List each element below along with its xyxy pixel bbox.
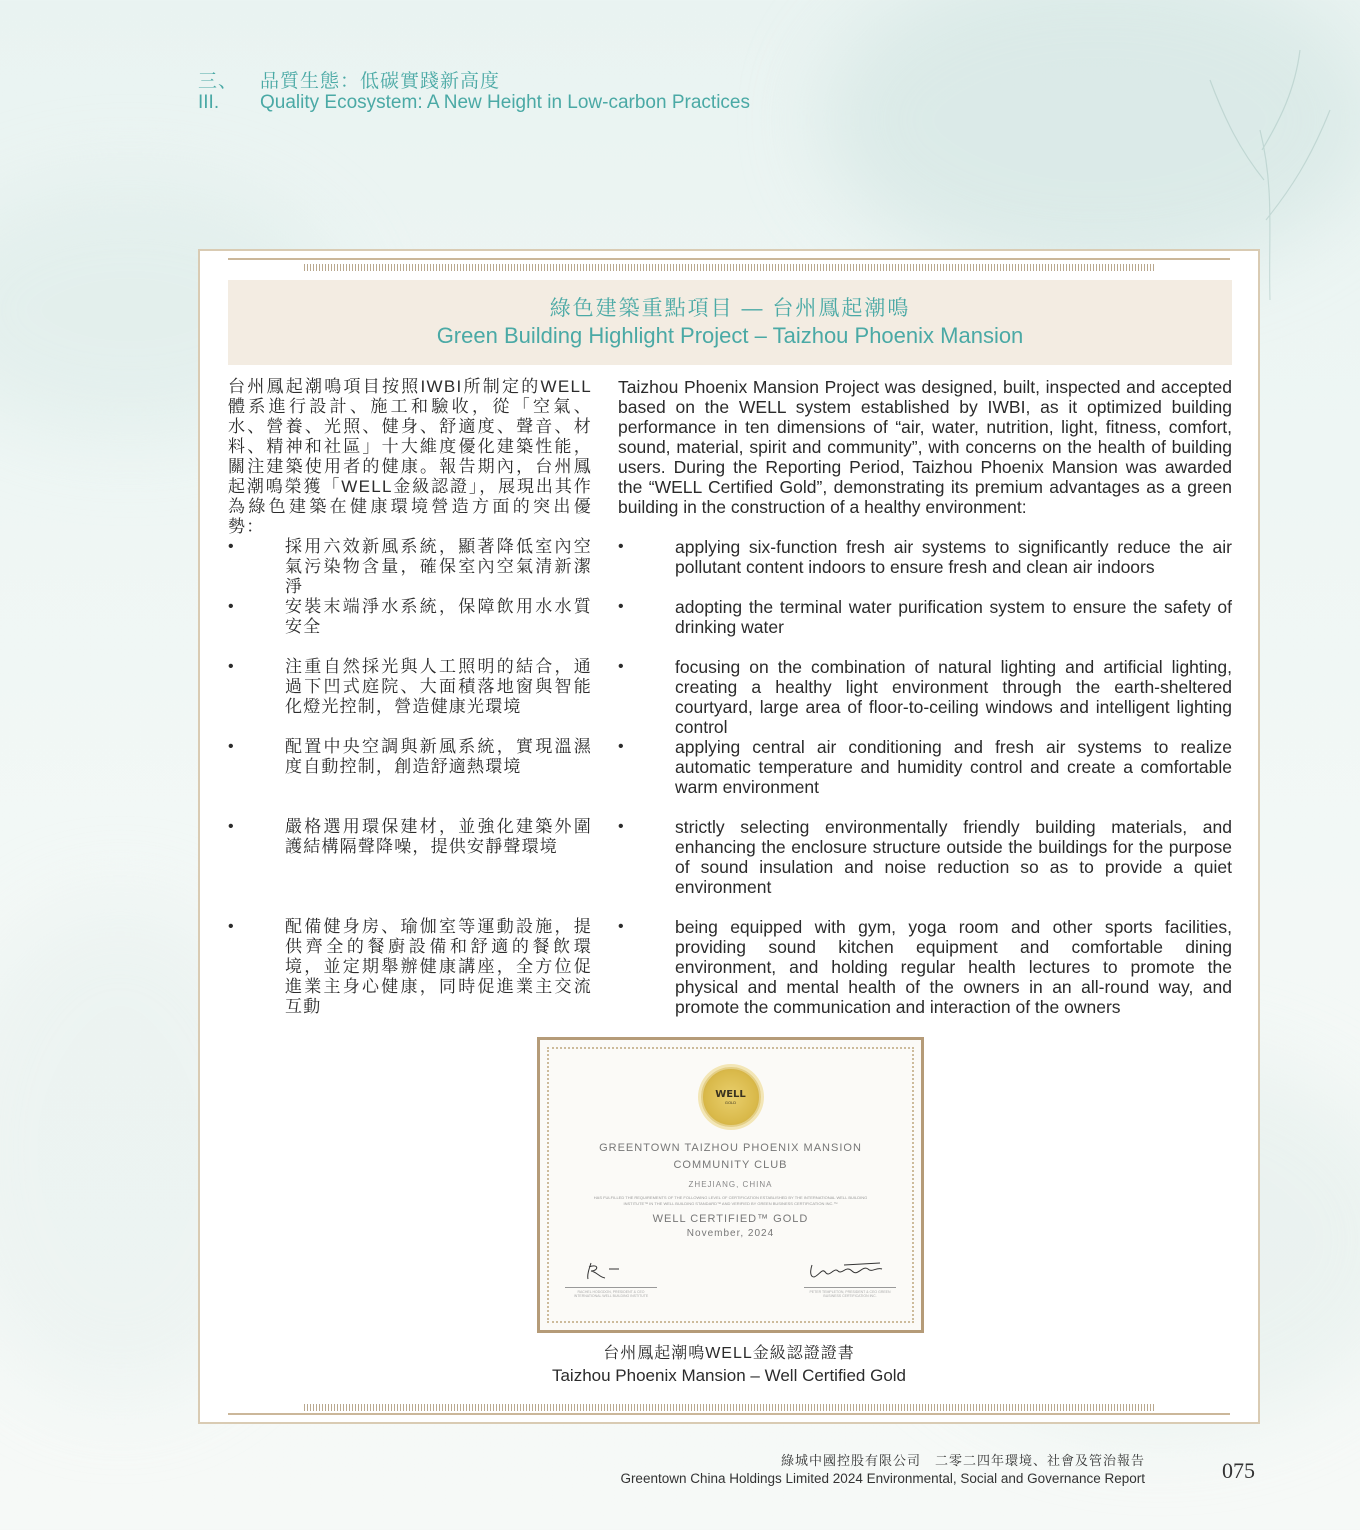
bullet-text-zh: 配置中央空調與新風系統，實現溫濕度自動控制，創造舒適熱環境 <box>285 737 592 776</box>
bullet-dot: • <box>228 818 234 835</box>
list-item <box>228 737 592 777</box>
report-footer <box>620 1452 1145 1488</box>
section-number-en: III. <box>198 92 220 113</box>
list-item <box>618 817 1232 897</box>
bullet-dot: • <box>618 658 624 675</box>
english-column <box>618 377 1232 1017</box>
bullet-text-en: applying central air conditioning and fresh air systems to realize automatic temperature and humidity control and create a comfortable warm environment <box>675 737 1232 797</box>
bullet-dot: • <box>618 818 624 835</box>
list-item <box>228 917 592 1017</box>
bullet-text-en: adopting the terminal water purification system to ensure the safety of drinking water <box>675 597 1232 637</box>
seal-text: WELL <box>715 1089 746 1100</box>
list-item <box>228 817 592 857</box>
signature-right <box>804 1259 896 1298</box>
bullet-text-en: being equipped with gym, yoga room and other sports facilities, providing sound kitchen equipment and comfortable dining environment, and holding regular health lectures to promote the physical and mental health of the owners in an all-round way, and promote the communication and interaction of the owners <box>675 917 1232 1017</box>
seal-subtext: GOLD <box>724 1100 737 1105</box>
signature-scribble-icon <box>804 1259 896 1281</box>
footer-en: Greentown China Holdings Limited 2024 Environmental, Social and Governance Report <box>620 1471 1145 1486</box>
page-number: 075 <box>1222 1458 1255 1483</box>
certificate-location: ZHEJIANG, CHINA <box>688 1180 773 1189</box>
bullet-text-zh: 配備健身房、瑜伽室等運動設施，提供齊全的餐廚設備和舒適的餐飲環境，並定期舉辦健康講座，全方位促進業主身心健康，同時促進業主交流互動 <box>285 917 592 1016</box>
bullet-dot: • <box>618 738 624 755</box>
certificate-org-line1: GREENTOWN TAIZHOU PHOENIX MANSION <box>599 1142 862 1154</box>
bullet-dot: • <box>618 598 624 615</box>
caption-zh: 台州鳳起潮鳴WELL金級認證證書 <box>603 1345 855 1362</box>
bullet-dot: • <box>228 598 234 615</box>
caption-en: Taizhou Phoenix Mansion – Well Certified Gold <box>551 1366 907 1385</box>
bullet-text-en: strictly selecting environmentally friendly building materials, and enhancing the enclosure structure outside the buildings for the purpose of sound insulation and noise reduction so as to provide a quiet environment <box>675 817 1232 897</box>
well-certificate-image <box>537 1037 924 1333</box>
bullet-text-en: focusing on the combination of natural lighting and artificial lighting, creating a healthy light environment through the earth-sheltered courtyard, large area of floor-to-ceiling windows and intelligent lighting control <box>675 657 1232 737</box>
certificate-border <box>547 1047 914 1323</box>
bullet-text-zh: 安裝末端淨水系統，保障飲用水水質安全 <box>285 597 592 636</box>
highlight-title-band <box>228 280 1232 365</box>
signature-left-caption: RACHEL HODGDON, PRESIDENT & CEO INTERNATIONAL WELL BUILDING INSTITUTE <box>573 1290 649 1298</box>
bullet-text-zh: 嚴格選用環保建材，並強化建築外圍護結構隔聲降噪，提供安靜聲環境 <box>285 817 592 856</box>
section-heading <box>198 66 750 118</box>
bullet-dot: • <box>228 538 234 555</box>
certificate-organization <box>549 1140 912 1174</box>
list-item <box>618 917 1232 1017</box>
signature-scribble-icon <box>565 1259 657 1281</box>
list-item <box>618 537 1232 577</box>
list-item <box>228 657 592 717</box>
certificate-fine-print: HAS FULFILLED THE REQUIREMENTS OF THE FOLLOWING LEVEL OF CERTIFICATION ESTABLISHED BY THE INTERNATIONAL WELL BUILDING INSTITUTE™ IN THE WELL BUILDING STANDARD™ AND VERIFIED BY GREEN BUSINESS CERTIFICATION INC.™ <box>593 1195 868 1206</box>
bullet-text-zh: 採用六效新風系統，顯著降低室內空氣污染物含量，確保室內空氣清新潔淨 <box>285 537 592 596</box>
list-item <box>228 537 592 597</box>
footer-zh: 綠城中國控股有限公司 二零二四年環境、社會及管治報告 <box>780 1453 1145 1468</box>
certificate-date: November, 2024 <box>686 1228 775 1239</box>
section-title-zh: 品質生態：低碳實踐新高度 <box>260 71 501 92</box>
intro-paragraph-zh: 台州鳳起潮鳴項目按照IWBI所制定的WELL體系進行設計、施工和驗收，從「空氣、水、營養、光照、健身、舒適度、聲音、材料、精神和社區」十大維度優化建築性能，關注建築使用者的健康。報告期內，台州鳳起潮鳴榮獲「WELL金級認證」，展現出其作為綠色建築在健康環境營造方面的突出優勢： <box>228 377 592 536</box>
highlight-title-zh: 綠色建築重點項目 — 台州鳳起潮鳴 <box>549 297 911 320</box>
well-gold-seal-icon <box>701 1067 761 1127</box>
certificate-level: WELL CERTIFIED™ GOLD <box>652 1213 809 1225</box>
bullet-text-zh: 注重自然採光與人工照明的結合，通過下凹式庭院、大面積落地窗與智能化燈光控制，營造健康光環境 <box>285 657 592 716</box>
bullet-text-en: applying six-function fresh air systems to significantly reduce the air pollutant content indoors to ensure fresh and clean air indoors <box>675 537 1232 577</box>
bullet-dot: • <box>228 918 234 935</box>
certificate-caption <box>200 1343 1258 1387</box>
bullet-dot: • <box>228 738 234 755</box>
decorative-rule-top <box>228 258 1230 270</box>
bullet-dot: • <box>618 918 624 935</box>
list-item <box>228 597 592 637</box>
section-number-zh: 三、 <box>198 71 239 92</box>
list-item <box>618 657 1232 737</box>
chinese-column <box>228 377 592 1016</box>
signature-left <box>565 1259 657 1298</box>
list-item <box>618 597 1232 637</box>
highlight-card <box>198 249 1260 1424</box>
bullet-dot: • <box>618 538 624 555</box>
bullet-dot: • <box>228 658 234 675</box>
certificate-org-line2: COMMUNITY CLUB <box>673 1159 788 1171</box>
signature-right-caption: PETER TEMPLETON, PRESIDENT & CEO GREEN BUSINESS CERTIFICATION INC. <box>809 1290 891 1298</box>
section-title-en: Quality Ecosystem: A New Height in Low-carbon Practices <box>260 92 750 113</box>
intro-paragraph-en: Taizhou Phoenix Mansion Project was designed, built, inspected and accepted based on the WELL system established by IWBI, as it optimized building performance in ten dimensions of “air, water, nutrition, light, fitness, comfort, sound, material, spirit and community”, with concerns on the health of building users. During the Reporting Period, Taizhou Phoenix Mansion was awarded the “WELL Certified Gold”, demonstrating its premium advantages as a green building in the construction of a healthy environment: <box>618 377 1232 517</box>
decorative-rule-bottom <box>228 1403 1230 1415</box>
highlight-title-en: Green Building Highlight Project – Taizhou Phoenix Mansion <box>436 323 1024 348</box>
list-item <box>618 737 1232 797</box>
